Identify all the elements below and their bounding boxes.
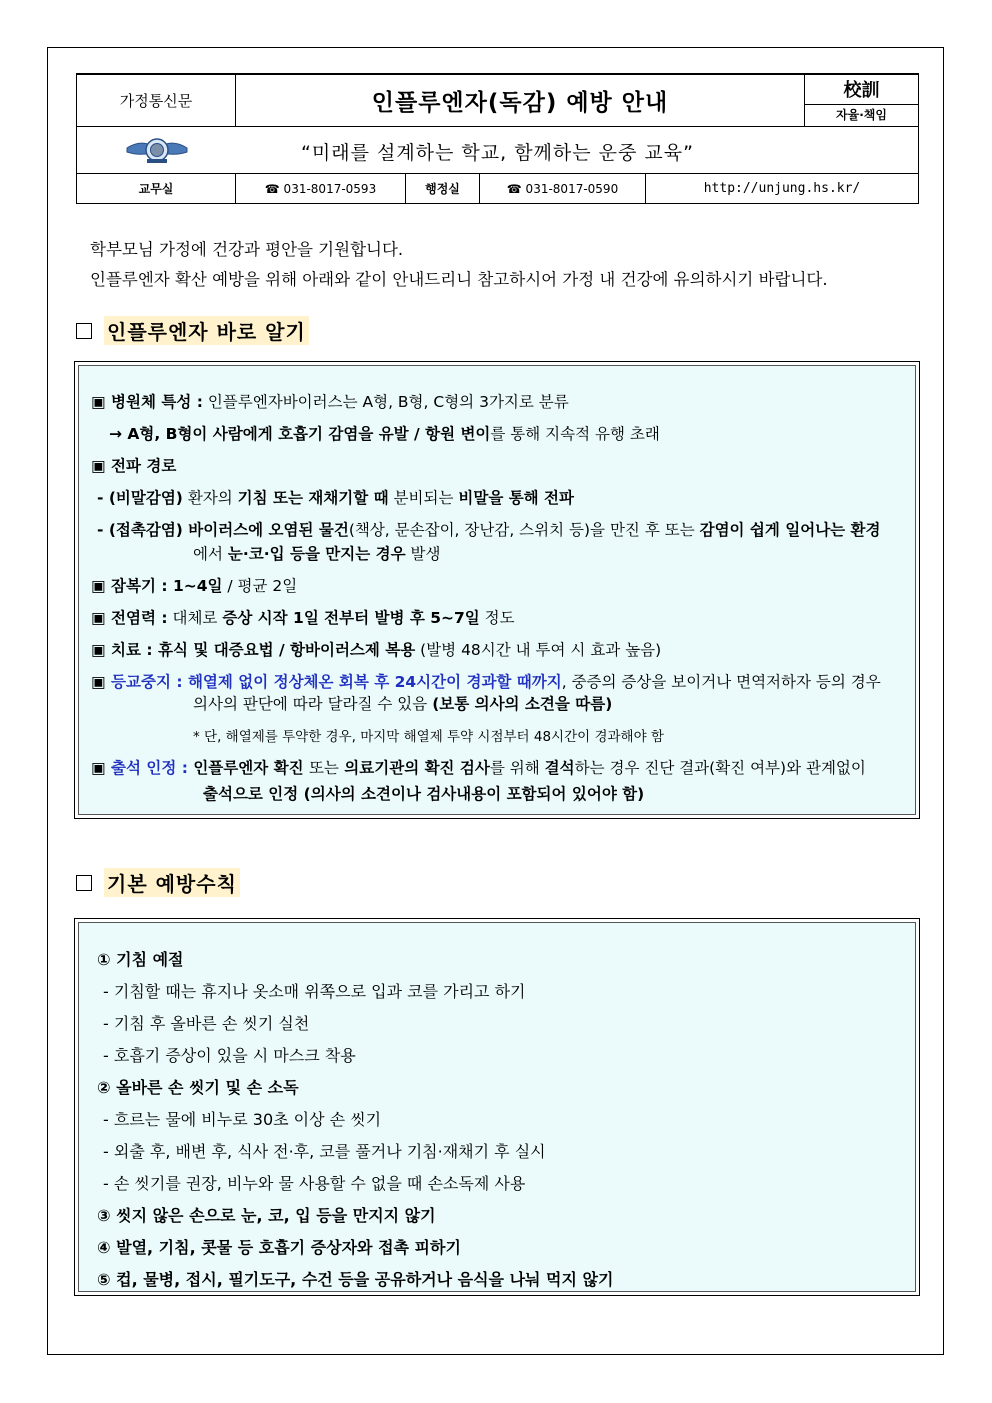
section1-panel <box>74 361 920 819</box>
contact-text-4: 에서 <box>193 545 228 563</box>
office2-label: 행정실 <box>406 174 480 204</box>
pathogen-detail-text: 를 통해 지속적 유행 초래 <box>490 425 660 443</box>
attendance-text-6: 하는 경우 진단 결과(확진 여부)와 관계없이 <box>574 759 866 777</box>
contact-text-1: 바이러스에 오염된 물건 <box>182 521 349 539</box>
droplet-label: - (비말감염) <box>97 489 183 507</box>
antipyretic-note: * 단, 해열제를 투약한 경우, 마지막 해열제 투약 시점부터 48시간이 경과해야 함 <box>193 729 664 745</box>
attendance-line-2: 출석으로 인정 (의사의 소견이나 검사내용이 포함되어 있어야 함) <box>203 785 645 803</box>
list-item: ② 올바른 손 씻기 및 손 소독 <box>97 1078 299 1097</box>
category-cell: 가정통신문 <box>77 74 236 127</box>
droplet-text-2: 기침 또는 재채기할 때 <box>237 489 389 507</box>
contact-text-2: (책상, 문손잡이, 장난감, 스위치 등)을 만진 후 또는 <box>348 521 700 539</box>
suspension-text-3: 의사의 판단에 따라 달라질 수 있음 <box>193 695 433 713</box>
section1-title: 인플루엔자 바로 알기 <box>104 316 309 345</box>
list-item: - 호흡기 증상이 있을 시 마스크 착용 <box>103 1046 356 1065</box>
letterhead-table <box>76 73 919 204</box>
checkbox-square-icon <box>76 875 92 891</box>
attendance-text-2: 또는 <box>308 759 339 777</box>
website-link[interactable]: http://unjung.hs.kr/ <box>646 174 919 204</box>
pathogen-label: ▣ 병원체 특성 : <box>91 393 203 411</box>
infectivity-text-3: 정도 <box>479 609 515 627</box>
list-item: - 기침 후 올바른 손 씻기 실천 <box>103 1014 310 1033</box>
school-suspension-line <box>91 670 905 692</box>
list-item: ⑤ 컵, 물병, 접시, 필기도구, 수건 등을 공유하거나 음식을 나눠 먹지 않기 <box>97 1270 614 1289</box>
school-motto-cell <box>805 74 919 127</box>
pathogen-detail-bold: → A형, B형이 사람에게 호흡기 감염을 유발 / 항원 변이 <box>109 425 491 443</box>
contact-text-3: 감염이 쉽게 일어나는 환경 <box>699 521 881 539</box>
droplet-text-1: 환자의 <box>182 489 238 507</box>
contact-text-6: 발생 <box>405 545 441 563</box>
incubation-label: ▣ 잠복기 : 1~4일 <box>91 577 223 595</box>
attendance-text-1: 인플루엔자 확진 <box>187 759 309 777</box>
attendance-line <box>91 756 905 778</box>
list-item: - 외출 후, 배변 후, 식사 전·후, 코를 풀거나 기침·재채기 후 실시 <box>103 1142 546 1161</box>
office1-phone: ☎ 031-8017-0593 <box>236 174 406 204</box>
suspension-text-1: 해열제 없이 정상체온 회복 후 24시간이 경과할 때까지 <box>182 673 562 691</box>
attendance-text-4: 를 위해 <box>489 759 545 777</box>
treatment-text: (발병 48시간 내 투여 시 효과 높음) <box>415 641 662 659</box>
treatment-label: ▣ 치료 : 휴식 및 대증요법 / 항바이러스제 복용 <box>91 641 416 659</box>
office1-label: 교무실 <box>77 174 236 204</box>
infectivity-line <box>91 606 905 628</box>
incubation-text: / 평균 2일 <box>222 577 298 595</box>
contact-line <box>97 518 905 540</box>
list-item: ③ 씻지 않은 손으로 눈, 코, 입 등을 만지지 않기 <box>97 1206 436 1225</box>
attendance-text-5: 결석 <box>544 759 575 777</box>
section1-heading <box>76 316 309 345</box>
incubation-line <box>91 574 905 596</box>
suspension-text-2: , 중증의 증상을 보이거나 면역저하자 등의 경우 <box>561 673 881 691</box>
checkbox-square-icon <box>76 323 92 339</box>
list-item: - 흐르는 물에 비누로 30초 이상 손 씻기 <box>103 1110 382 1129</box>
list-item: ① 기침 예절 <box>97 950 184 969</box>
treatment-line <box>91 638 905 660</box>
school-slogan: “미래를 설계하는 학교, 함께하는 운중 교육” <box>301 142 694 164</box>
transmission-heading: ▣ 전파 경로 <box>91 457 177 475</box>
list-item: ④ 발열, 기침, 콧물 등 호흡기 증상자와 접촉 피하기 <box>97 1238 461 1257</box>
document-title: 인플루엔자(독감) 예방 안내 <box>236 74 805 127</box>
droplet-text-4: 비말을 통해 전파 <box>458 489 574 507</box>
attendance-marker: ▣ <box>91 759 112 777</box>
infectivity-text-1: 대체로 <box>167 609 223 627</box>
motto-title: 校訓 <box>805 76 918 106</box>
infectivity-text-2: 증상 시작 1일 전부터 발병 후 5~7일 <box>222 609 480 627</box>
contact-label: - (접촉감염) <box>97 521 183 539</box>
attendance-label: 출석 인정 : <box>111 759 188 777</box>
section2-title: 기본 예방수칙 <box>104 868 240 897</box>
droplet-line <box>97 486 905 508</box>
pathogen-line <box>91 390 905 412</box>
suspension-label: 등교중지 : <box>111 673 183 691</box>
intro-line-2: 인플루엔자 확산 예방을 위해 아래와 같이 안내드리니 참고하시어 가정 내 건강에 유의하시기 바랍니다. <box>90 270 828 289</box>
motto-subtitle: 자율·책임 <box>836 108 887 123</box>
contact-line-2 <box>193 542 905 564</box>
section2-panel <box>74 918 920 1296</box>
attendance-text-3: 의료기관의 확진 검사 <box>338 759 490 777</box>
intro-line-1: 학부모님 가정에 건강과 평안을 기원합니다. <box>90 240 404 259</box>
intro-paragraph <box>90 235 828 295</box>
pathogen-text: 인플루엔자바이러스는 A형, B형, C형의 3가지로 분류 <box>202 393 569 411</box>
contact-text-5: 눈·코·입 등을 만지는 경우 <box>227 545 406 563</box>
slogan-row <box>77 127 919 174</box>
pathogen-detail-line <box>109 422 905 444</box>
infectivity-label: ▣ 전염력 : <box>91 609 168 627</box>
school-suspension-line-2 <box>193 692 905 714</box>
droplet-text-3: 분비되는 <box>388 489 459 507</box>
suspension-text-4: (보통 의사의 소견을 따름) <box>432 695 613 713</box>
office2-phone: ☎ 031-8017-0590 <box>480 174 646 204</box>
suspension-marker: ▣ <box>91 673 112 691</box>
list-item: - 손 씻기를 권장, 비누와 물 사용할 수 없을 때 손소독제 사용 <box>103 1174 526 1193</box>
section2-heading <box>76 868 240 897</box>
list-item: - 기침할 때는 휴지나 옷소매 위쪽으로 입과 코를 가리고 하기 <box>103 982 526 1001</box>
